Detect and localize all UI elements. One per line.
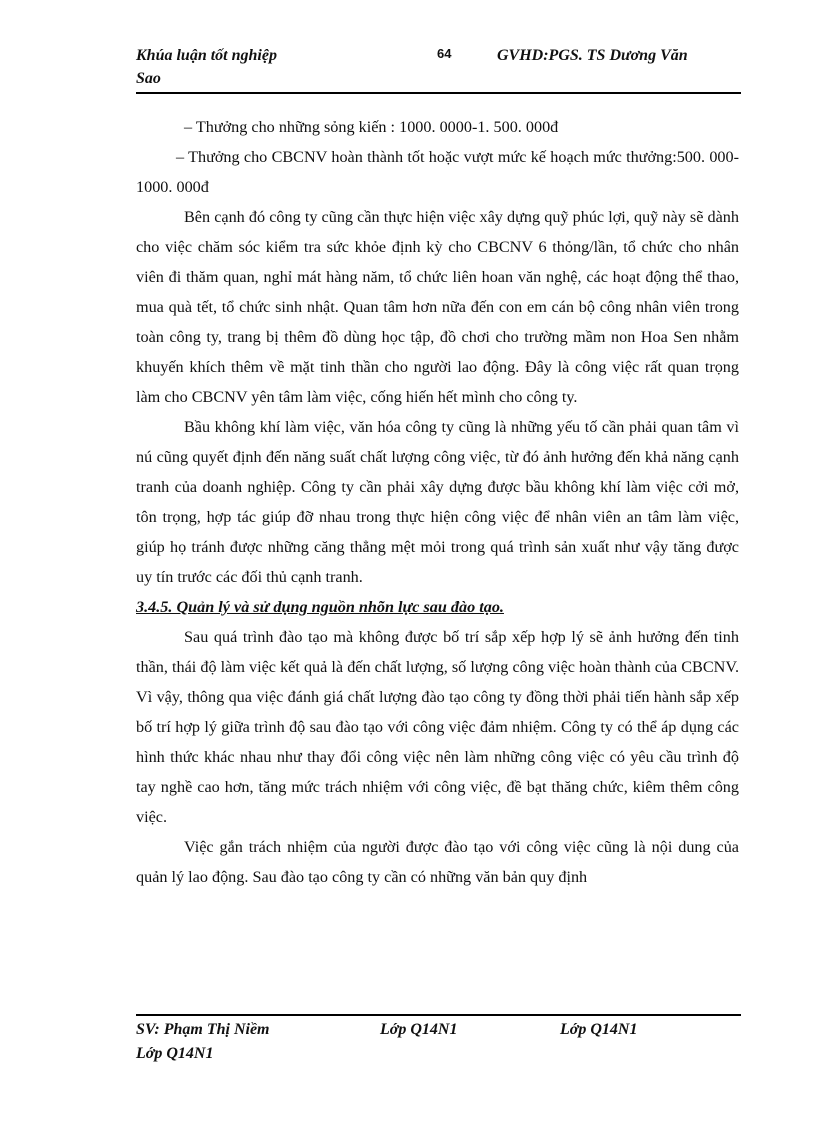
footer-rule [136, 1014, 741, 1016]
footer-class: Lớp Q14N1 [136, 1045, 214, 1062]
section-heading: 3.4.5. Quản lý và sử dụng nguồn nhõn lực sau đào tạo. [136, 598, 504, 616]
paragraph-responsibility: Việc gắn trách nhiệm của người được đào tạo với công việc cũng là nội dung của quản lý lao động. Sau đào tạo công ty cần có những văn bản quy định [136, 838, 739, 886]
bullet-reward-initiatives: – Thưởng cho những sỏng kiến : 1000. 0000-1. 500. 000đ [184, 118, 559, 136]
paragraph-welfare-fund: Bên cạnh đó công ty cũng cần thực hiện việc xây dựng quỹ phúc lợi, quỹ này sẽ dành cho việc chăm sóc kiểm tra sức khỏe định kỳ cho CBCNV 6 thỏng/lần, tổ chức cho nhân viên đi thăm quan, nghỉ mát hàng năm, tổ chức liên hoan văn nghệ, các hoạt động thể thao, mua quà tết, tổ chức sinh nhật. Quan tâm hơn nữa đến con em cán bộ công nhân viên trong toàn công ty, trang bị thêm đồ dùng học tập, đồ chơi cho trường mầm non Hoa Sen nhằm khuyến khích thêm về mặt tinh thần cho người lao động. Đây là công việc rất quan trọng làm cho CBCNV yên tâm làm việc, cống hiến hết mình cho công ty. [136, 208, 739, 406]
page-number: 64 [437, 46, 452, 61]
header-thesis-title-cont: Sao [136, 70, 161, 87]
header-left [136, 44, 277, 90]
paragraph-work-atmosphere: Bầu không khí làm việc, văn hóa công ty cũng là những yếu tố cần phải quan tâm vì nú cũng quyết định đến năng suất chất lượng công việc, từ đó ảnh hưởng đến khả năng cạnh tranh của doanh nghiệp. Công ty cần phải xây dựng được bầu không khí làm việc cởi mở, tôn trọng, hợp tác giúp đỡ nhau trong thực hiện công việc để nhân viên an tâm làm việc, giúp họ tránh được những căng thẳng mệt mỏi trong quá trình sản xuất như vậy tăng được uy tín trước các đối thủ cạnh tranh. [136, 418, 739, 586]
document-body [136, 112, 739, 892]
footer-class: Lớp Q14N1 [380, 1021, 458, 1038]
footer-class: Lớp Q14N1 [560, 1021, 638, 1038]
paragraph-post-training: Sau quá trình đào tạo mà không được bố trí sắp xếp hợp lý sẽ ảnh hưởng đến tinh thần, thái độ làm việc kết quả là đến chất lượng, số lượng công việc hoàn thành của CBCNV. Vì vậy, thông qua việc đánh giá chất lượng đào tạo công ty đồng thời phải tiến hành sắp xếp bố trí hợp lý giữa trình độ sau đào tạo với công việc đảm nhiệm. Công ty có thể áp dụng các hình thức khác nhau như thay đổi công việc nên làm những công việc có yêu cầu trình độ tay nghề cao hơn, tăng mức trách nhiệm với công việc, đề bạt thăng chức, kiêm thêm công việc. [136, 628, 739, 826]
header-thesis-title: Khúa luận tốt nghiệp [136, 47, 277, 64]
header-rule [136, 92, 741, 94]
header-advisor: GVHD:PGS. TS Dương Văn [497, 47, 688, 64]
bullet-reward-completion: – Thưởng cho CBCNV hoàn thành tốt hoặc vượt mức kế hoạch mức thưởng:500. 000-1000. 000đ [136, 148, 739, 196]
footer-student: SV: Phạm Thị Niềm [136, 1021, 270, 1038]
